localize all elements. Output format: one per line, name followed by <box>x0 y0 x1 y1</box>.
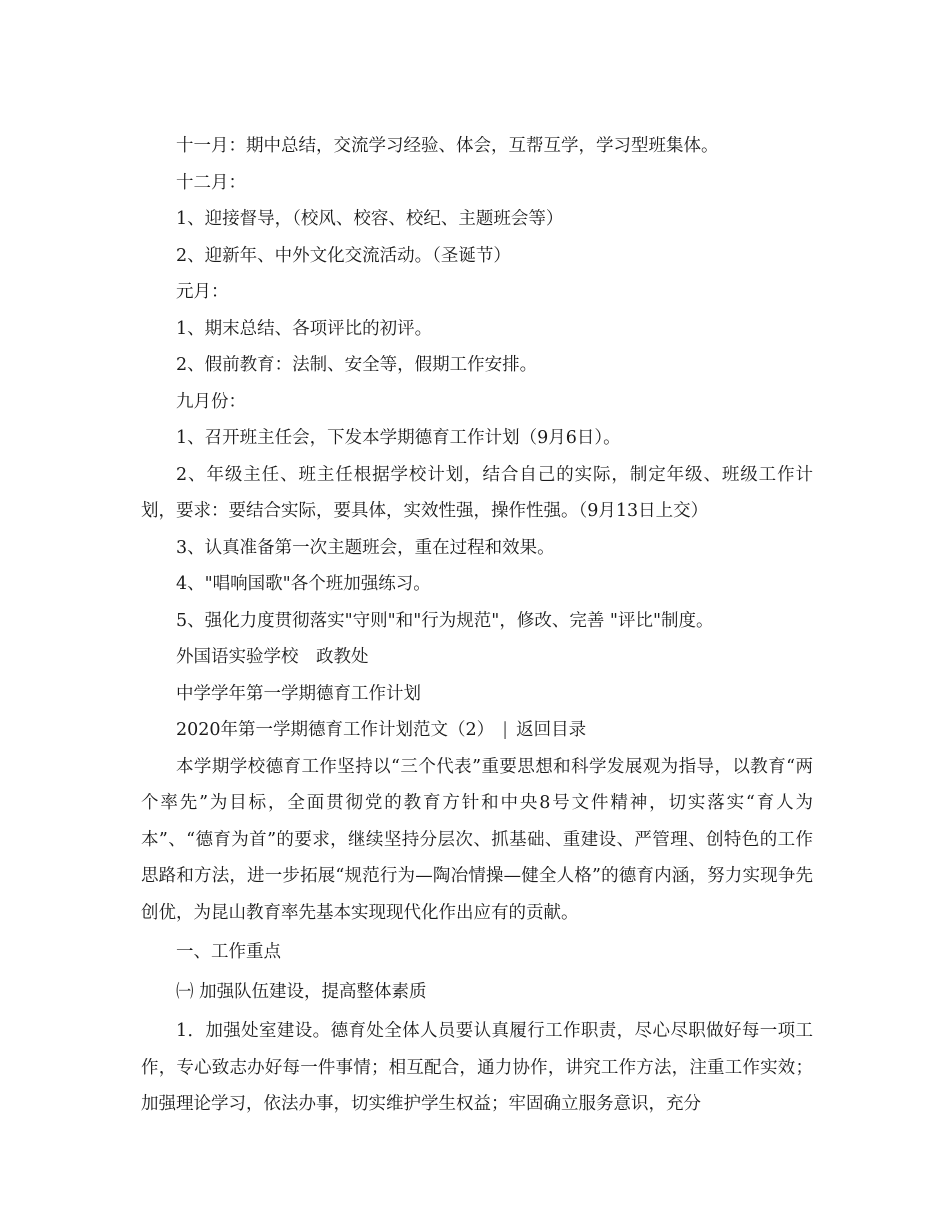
list-item: 1、期末总结、各项评比的初评。 <box>176 318 433 339</box>
list-item: 1、召开班主任会，下发本学期德育工作计划（9月6日）。 <box>176 428 621 448</box>
article-title: 2020年第一学期德育工作计划范文（2） <box>176 720 495 740</box>
list-item-paragraph: 2、年级主任、班主任根据学校计划，结合自己的实际，制定年级、班级工作计划，要求：要结合实际，要具体，实效性强，操作性强。（9月13日上交） <box>141 464 813 521</box>
list-item: 5、强化力度贯彻落实"守则"和"行为规范"，修改、完善 "评比"制度。 <box>176 610 714 631</box>
plan-title: 中学学年第一学期德育工作计划 <box>176 683 421 704</box>
document-page <box>141 128 813 1123</box>
heading-december: 十二月： <box>176 172 246 193</box>
section-heading: 一、工作重点 <box>176 942 281 962</box>
list-item: 1、迎接督导，（校风、校容、校纪、主题班会等） <box>176 209 564 229</box>
list-item: 4、"唱响国歌"各个班加强练习。 <box>176 574 431 594</box>
intro-paragraph: 本学期学校德育工作坚持以“三个代表”重要思想和科学发展观为指导，以教育“两个率先”为目标，全面贯彻党的教育方针和中央8号文件精神，切实落实“育人为本”、“德育为首”的要求，继续坚持分层次、抓基础、重建设、严管理、创特色的工作思路和方法，进一步拓展“规范行为—陶冶情操—健全人格”的德育内涵，努力实现争先创优，为昆山教育率先基本实现现代化作出应有的贡献。 <box>141 756 813 923</box>
body-paragraph: 1．加强处室建设。德育处全体人员要认真履行工作职责，尽心尽职做好每一项工作，专心致志办好每一件事情；相互配合，通力协作，讲究工作方法，注重工作实效；加强理论学习，依法办事，切实维护学生权益；牢固确立服务意识，充分 <box>141 1021 813 1114</box>
back-to-toc-link[interactable]: 返回目录 <box>516 720 587 740</box>
article-title-row <box>141 712 813 749</box>
heading-january: 元月： <box>176 282 229 302</box>
heading-september: 九月份： <box>176 391 246 412</box>
text-line-november: 十一月：期中总结，交流学习经验、体会，互帮互学，学习型班集体。 <box>176 136 719 156</box>
list-item: 2、假前教育：法制、安全等，假期工作安排。 <box>176 355 538 375</box>
list-item: 2、迎新年、中外文化交流活动。（圣诞节） <box>176 245 511 266</box>
signature-school: 外国语实验学校 政教处 <box>176 647 369 667</box>
subsection-heading: ㈠ 加强队伍建设，提高整体素质 <box>176 981 427 1002</box>
list-item: 3、认真准备第一次主题班会，重在过程和效果。 <box>176 537 555 558</box>
title-separator: | <box>502 720 509 740</box>
